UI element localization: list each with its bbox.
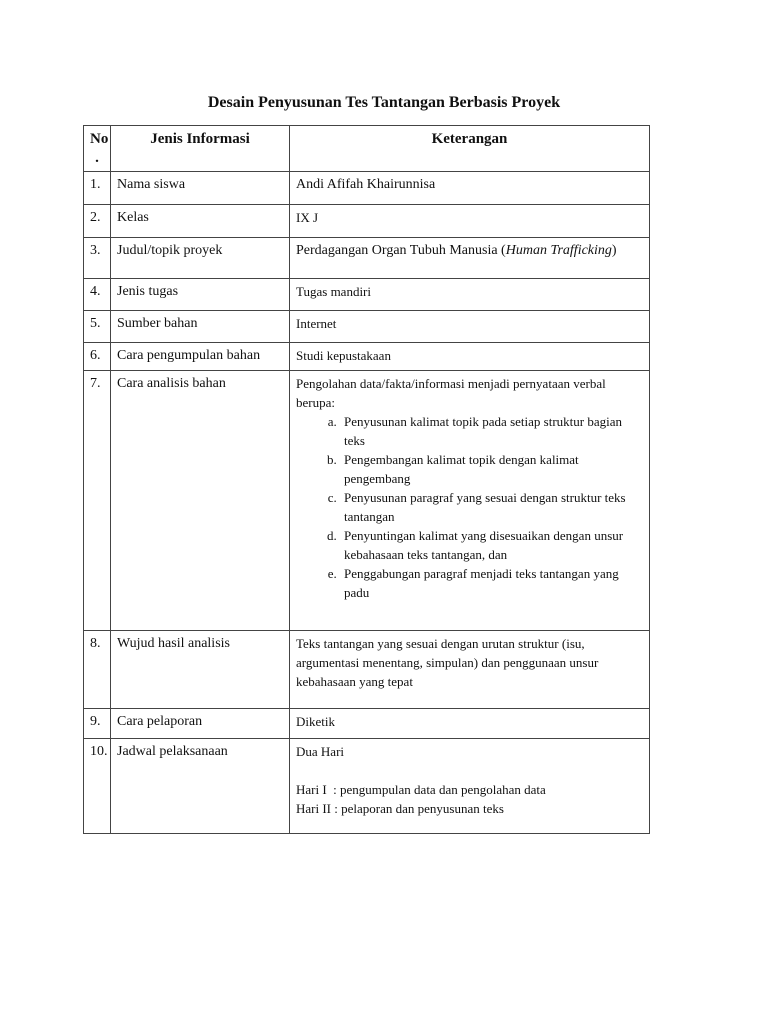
table-row <box>84 709 650 739</box>
row-value: Diketik <box>290 709 650 739</box>
list-item: e. Penggabungan paragraf menjadi teks tantangan yang padu <box>340 564 643 602</box>
list-item: c. Penyusunan paragraf yang sesuai dengan struktur teks tantangan <box>340 488 643 526</box>
table-row <box>84 631 650 709</box>
row-value: Studi kepustakaan <box>290 343 650 371</box>
row-value: Andi Afifah Khairunnisa <box>290 172 650 205</box>
list-item: a. Penyusunan kalimat topik pada setiap struktur bagian teks <box>340 412 643 450</box>
table-row <box>84 311 650 343</box>
table-header-row <box>84 126 650 172</box>
row-label: Sumber bahan <box>111 311 290 343</box>
row-number: 1. <box>84 172 111 205</box>
row-value: IX J <box>290 205 650 238</box>
document-title: Desain Penyusunan Tes Tantangan Berbasis Proyek <box>207 94 561 111</box>
row-label: Cara pengumpulan bahan <box>111 343 290 371</box>
row-label: Judul/topik proyek <box>111 238 290 279</box>
list-item: d. Penyuntingan kalimat yang disesuaikan dengan unsur kebahasaan teks tantangan, dan <box>340 526 643 564</box>
row-label: Cara analisis bahan <box>111 371 290 631</box>
table-row <box>84 343 650 371</box>
topic-text: Perdagangan Organ Tubuh Manusia ( <box>296 243 506 258</box>
table-row <box>84 172 650 205</box>
row-number: 4. <box>84 279 111 311</box>
row-value: Teks tantangan yang sesuai dengan urutan struktur (isu, argumentasi menentang, simpulan) dan penggunaan unsur kebahasaan yang tepat <box>290 631 650 709</box>
list-item: b. Pengembangan kalimat topik dengan kalimat pengembang <box>340 450 643 488</box>
row-number: 3. <box>84 238 111 279</box>
row-number: 9. <box>84 709 111 739</box>
row-value <box>290 371 650 631</box>
header-no: No . <box>84 126 111 172</box>
row-number: 10. <box>84 739 111 834</box>
header-keterangan: Keterangan <box>290 126 650 172</box>
row-label: Cara pelaporan <box>111 709 290 739</box>
row-value <box>290 238 650 279</box>
row-number: 8. <box>84 631 111 709</box>
topic-close: ) <box>611 243 617 258</box>
row-value: Internet <box>290 311 650 343</box>
analysis-intro: Pengolahan data/fakta/informasi menjadi pernyataan verbal berupa: <box>296 376 606 410</box>
schedule-duration: Dua Hari <box>296 744 345 759</box>
row-number: 2. <box>84 205 111 238</box>
row-number: 5. <box>84 311 111 343</box>
table-row <box>84 739 650 834</box>
row-label: Jenis tugas <box>111 279 290 311</box>
table-row <box>84 238 650 279</box>
analysis-steps-list <box>296 412 643 602</box>
topic-italic: Human Trafficking <box>505 243 612 258</box>
row-label: Kelas <box>111 205 290 238</box>
row-label: Jadwal pelaksanaan <box>111 739 290 834</box>
table-row <box>84 205 650 238</box>
header-jenis-informasi: Jenis Informasi <box>111 126 290 172</box>
row-value <box>290 739 650 834</box>
schedule-day-2: Hari II : pelaporan dan penyusunan teks <box>296 801 504 816</box>
info-table <box>83 125 650 834</box>
row-label: Nama siswa <box>111 172 290 205</box>
row-number: 7. <box>84 371 111 631</box>
row-value: Tugas mandiri <box>290 279 650 311</box>
schedule-day-1: Hari I : pengumpulan data dan pengolahan data <box>296 782 546 797</box>
table-row <box>84 371 650 631</box>
row-number: 6. <box>84 343 111 371</box>
row-label: Wujud hasil analisis <box>111 631 290 709</box>
table-row <box>84 279 650 311</box>
